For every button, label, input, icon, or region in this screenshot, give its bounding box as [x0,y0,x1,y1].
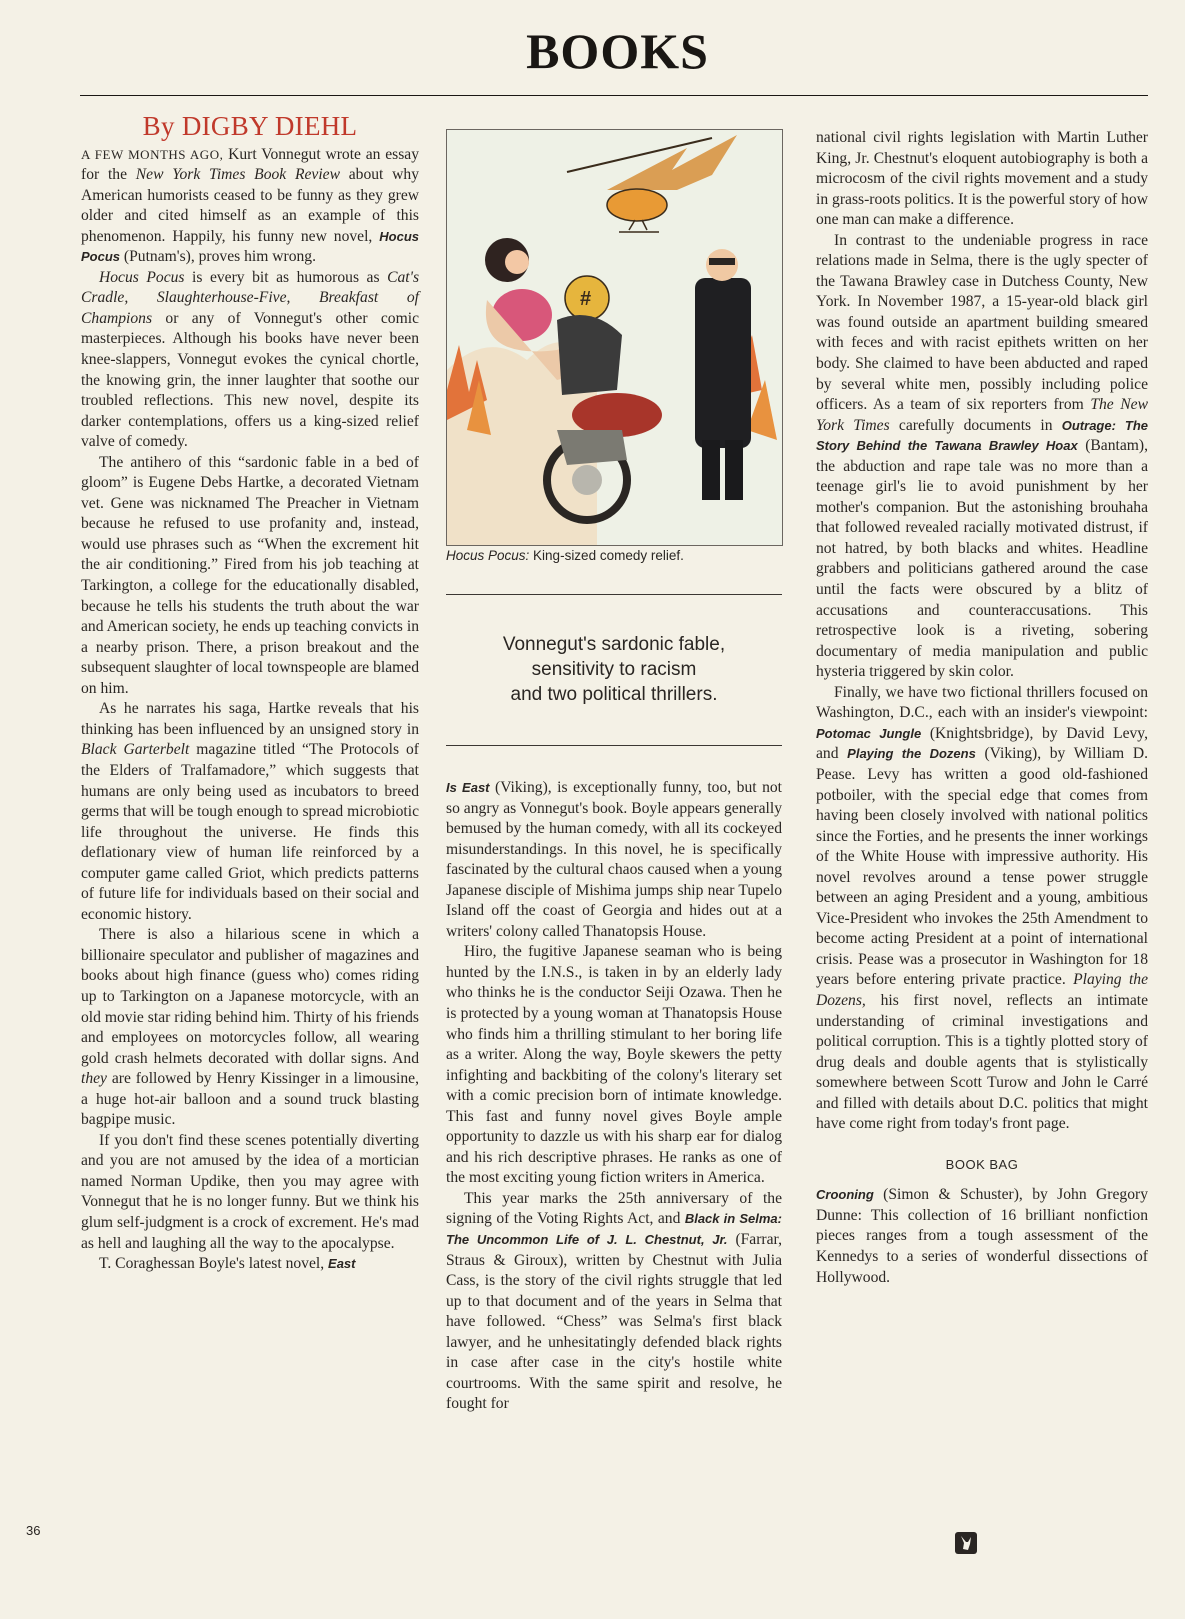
paragraph: The antihero of this “sardonic fable in a bed of gloom” is Eugene Debs Hartke, a decorated Vietnam vet. Gene was nicknamed The Preacher in Vietnam because he refused to use profanity and, instead, would use phrases such as “When the excrement hit the air conditioning.” Fired from his job teaching at Tarkington, a college for the educationally disabled, because he tells his students the truth about the war and American society, he ends up teaching convicts in a nearby prison. There, a prison breakout and the subsequent slaughter of local townspeople are blamed on him. [81,453,419,697]
header-rule [80,95,1148,96]
paragraph: Hiro, the fugitive Japanese seaman who is being hunted by the I.N.S., is taken in by an elderly lady who thinks he is the conductor Seiji Ozawa. Then he is protected by a young woman at Thanatopsis House who finds him a thrilling stimulant to her boring life as a writer. Along the way, Boyle skewers the petty infighting and backbiting of the colony's literary set with a comic precision born of intimate knowledge. This fast and funny novel gives Boyle ample opportunity to dazzle us with his sharp ear for dialog and his rich descriptive phrases. He ranks as one of the most exciting young fiction writers in America. [446,943,782,1187]
section-title: BOOKS [526,23,709,79]
motorcycle-illustration [447,130,782,545]
lead-in: A FEW MONTHS AGO, [81,146,224,162]
rabbit-head-icon [955,1532,977,1554]
column-2 [446,778,782,1415]
paragraph: This year marks the 25th anniversary of the signing of the Voting Rights Act, and Black in Selma: The Uncommon Life of J. L. Chestnut, Jr. (Farrar, Straus & Giroux), written by Chestnut with Julia Cass, is the story of the civil rights struggle that led up to that document and of the years in Selma that have followed. “Chess” was Selma's first black lawyer, and he unhesitatingly defended black rights in case after case in the city's hostile white courtrooms. With the same spirit and resolve, he fought for [446,1189,783,1413]
pullquote-rule-bottom [446,745,782,746]
svg-text:#: # [580,288,592,310]
paragraph: If you don't find these scenes potentially diverting and you are not amused by the idea of a mortician named Norman Updike, then you may agree with Vonnegut that he is no longer funny. But we think his glum self-judgment is a crock of excrement. He's mad as hell and laughing all the way to the apocalypse. [81,1131,419,1252]
column-3 [816,128,1148,1288]
pullquote: Vonnegut's sardonic fable, sensitivity to racism and two political thrillers. [502,634,726,705]
paragraph: T. Coraghessan Boyle's latest novel, East [99,1255,356,1273]
book-title: Hocus Pocus [81,228,419,265]
paragraph: In contrast to the undeniable progress in race relations made in Selma, there is the ugly specter of the Tawana Brawley case in Dutchess County, New York. In November 1987, a 15-year-old black girl was found outside an apartment building smeared with feces and with racist epithets written on her body. She claimed to have been abducted and raped by several white men, possibly including police officers. As a team of six reporters from The New York Times carefully documents in Outrage: The Story Behind the Tawana Brawley Hoax (Bantam), the abduction and rape tale was no more than a teenage girl's lie to avoid punishment by her mother's companion. But the astonishing brouhaha that followed revealed racially motivated distrust, if not hatred, by both blacks and whites. Headline grabbers and politicians gathered around the case until the facts were obscured by a blitz of accusations and counteraccusations. This retrospective look is a riveting, sobering documentary of media manipulation and public hysteria triggered by skin color. [816,231,1148,681]
byline: By DIGBY DIEHL [142,111,358,141]
paragraph: Finally, we have two fictional thrillers focused on Washington, D.C., each with an insider's viewpoint: Potomac Jungle (Knightsbridge), by David Levy, and Playing the Dozens (Viking), by William D. Pease. Levy has written a good old-fashioned potboiler, with the special edge that comes from having been closely involved with national politics since the Forties, and he presents the inner workings of the White House with impressive authority. His novel revolves around a tense power struggle between an aging President and a young, ambitious Vice-President who invokes the 25th Amendment to become acting President at a point of international crisis. Pease was a prosecutor in Washington for 18 years before entering private practice. Playing the Dozens, his first novel, reflects an intimate understanding of criminal investigations and political corruption. This is a tightly plotted story of drug deals and double agents that is stylistically somewhere between Scott Turow and John le Carré and filled with details about D.C. politics that might have come right from today's front page. [816,683,1148,1133]
pullquote-rule-top [446,594,782,595]
publication-title: New York Times Book Review [135,166,340,184]
column-1 [81,112,419,1275]
paragraph: Is East (Viking), is exceptionally funny, too, but not so angry as Vonnegut's book. Boyle appears generally bemused by the human comedy, with all its cockeyed misunderstandings. In this novel, he is specifically fascinated by the cultural chaos caused when a young Japanese disciple of Mishima jumps ship near Tupelo Island off the coast of Georgia and hides out at a writers' colony called Thanatopsis House. [446,779,782,940]
book-bag-entry: Crooning (Simon & Schuster), by John Gregory Dunne: This collection of 16 brilliant nonfiction pieces ranges from a tough assessment of the Kennedys to a series of wonderful dissections of Hollywood. [816,1186,1148,1286]
paragraph: national civil rights legislation with Martin Luther King, Jr. Chestnut's eloquent autobiography is both a microcosm of the civil rights movement and a study in grass-roots politics. It is the powerful story of how one man can make a difference. [816,129,1148,229]
illustration-hocus-pocus [446,129,783,546]
book-bag-heading: BOOK BAG [945,1156,1019,1172]
paragraph: As he narrates his saga, Hartke reveals that his thinking has been influenced by an unsigned story in Black Garterbelt magazine titled “The Protocols of the Elders of Tralfamadore,” which suggests that humans are only being used as incubators to breed germs that will be tough enough to spread microbiotic life throughout the universe. He finds this deflationary view of human life reinforced by a computer game called Griot, which predicts patterns of future life for individuals based on their social and economic history. [81,700,419,923]
illustration-caption: Hocus Pocus: King-sized comedy relief. [446,548,684,563]
page-number: 36 [26,1523,41,1538]
paragraph: There is also a hilarious scene in which a billionaire speculator and publisher of magazines and books about high finance (guess who) comes riding up to Tarkington on a Japanese motorcycle, with an old movie star riding behind him. Thirty of his friends and employees on motorcycles follow, all wearing gold crash helmets decorated with dollar signs. And they are followed by Henry Kissinger in a limousine, a huge hot-air balloon and a sound truck blasting bagpipe music. [81,926,419,1129]
paragraph: A FEW MONTHS AGO, Kurt Vonnegut wrote an essay for the New York Times Book Review about why American humorists ceased to be funny as they grew older and cited himself as an example of this phenomenon. Happily, his funny new novel, Hocus Pocus (Putnam's), proves him wrong. [81,145,419,266]
paragraph: Hocus Pocus is every bit as humorous as Cat's Cradle, Slaughterhouse-Five, Breakfast of Champions or any of Vonnegut's other comic masterpieces. Although his books have never been knee-slappers, Vonnegut evokes the cynical chortle, the knowing grin, the inner laughter that soothe our troubled reflections. This new novel, despite its darker contemplations, offers us a king-sized relief valve of comedy. [81,268,420,451]
